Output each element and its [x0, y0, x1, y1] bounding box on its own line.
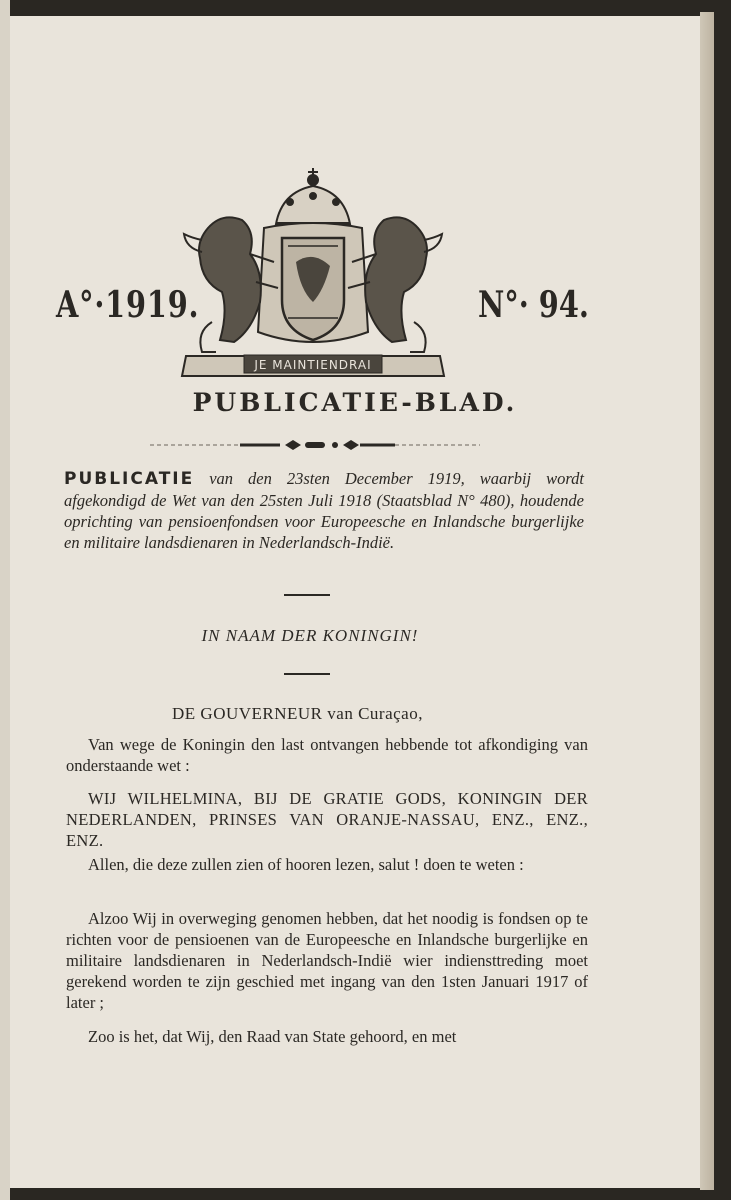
intro-text: van den 23sten December 1919, waarbij wordt afgekondigd de Wet van den 25sten Juli 1918 (Staatsblad N° 480), houdende oprichting van pensioenfondsen voor Europeesche en Inlandsche burgerlijke en militaire landsdienaren in Nederlandsch-Indië. [64, 469, 584, 552]
publication-intro [64, 468, 584, 553]
coat-of-arms-emblem [172, 162, 454, 384]
scan-left-edge [0, 0, 10, 1200]
page-title: PUBLICATIE-BLAD. [192, 388, 518, 417]
motto-text: JE MAINTIENDRAI [254, 358, 372, 372]
crown-icon [276, 168, 350, 224]
paragraph-wij-wilhelmina: WIJ WILHELMINA, BIJ DE GRATIE GODS, KONINGIN DER NEDERLANDEN, PRINSES VAN ORANJE-NASSAU, ENZ., ENZ., ENZ. [66, 789, 588, 850]
in-naam-heading: IN NAAM DER KONINGIN! [201, 626, 419, 645]
year-label: A°·1919. [56, 284, 200, 326]
gouverneur-heading: DE GOUVERNEUR van Curaçao, [172, 704, 423, 723]
publication-number: N°· 94. [478, 284, 589, 326]
intro-lead: PUBLICATIE [64, 469, 195, 489]
paragraph-alzoo: Alzoo Wij in overweging genomen hebben, dat het noodig is fondsen op te richten voor de pensioenen van de Europeesche en Inlandsche burgerlijke en militaire landsdienaren in Nederlandsch-Indië wier indiensttreding moet gerekend worden te zijn geschied met ingang van den 1sten Januari 1917 of later ; [66, 909, 588, 1012]
paragraph-zoo-is-het: Zoo is het, dat Wij, den Raad van State gehoord, en met [88, 1027, 457, 1046]
document-page [10, 16, 700, 1188]
divider-rule [284, 594, 330, 596]
divider-rule [284, 673, 330, 675]
paragraph-last-ontvangen: Van wege de Koningin den last ontvangen hebbende tot afkondiging van onderstaande wet : [66, 735, 588, 775]
page-edge [700, 12, 714, 1190]
paragraph-allen: Allen, die deze zullen zien of hooren lezen, salut ! doen te weten : [88, 855, 524, 874]
ornament-divider [150, 438, 480, 452]
